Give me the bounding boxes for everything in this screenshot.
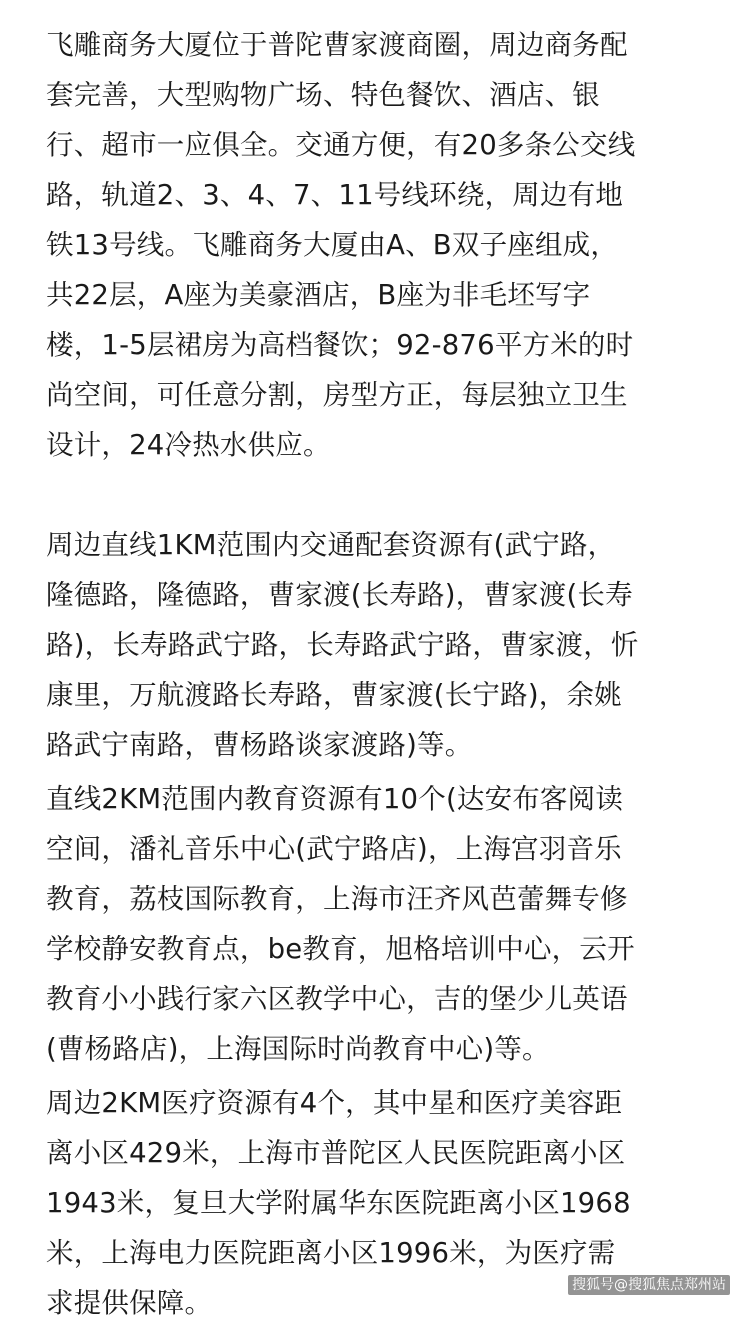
paragraph-medical-resources: 周边2KM医疗资源有4个，其中星和医疗美容距 离小区429米，上海市普陀区人民医院距离小区 1943米，复旦大学附属华东医院距离小区1968 米，上海电力医院距离小区1996米，为医疗需 求提供保障。 (46, 1087, 631, 1319)
paragraph-education-resources: 直线2KM范围内教育资源有10个(达安布客阅读 空间，潘礼音乐中心(武宁路店)，上海宫羽音乐 教育，荔枝国际教育，上海市汪齐风芭蕾舞专修 学校静安教育点，be教育，旭格培训中心，云开 教育小小践行家六区教学中心，吉的堡少儿英语 (曹杨路店)，上海国际时尚教育中心)等。 (46, 783, 635, 1065)
paragraph-building-overview: 飞雕商务大厦位于普陀曹家渡商圈，周边商务配 套完善，大型购物广场、特色餐饮、酒店、银 行、超市一应俱全。交通方便，有20多条公交线 路，轨道2、3、4、7、11号线环绕，周边有地 铁13号线。飞雕商务大厦由A、B双子座组成， 共22层，A座为美豪酒店，B座为非毛坯写字 楼，1-5层裙房为高档餐饮；92-876平方米的时 尚空间，可任意分割，房型方正，每层独立卫生 设计，24冷热水供应。 (46, 29, 636, 461)
source-watermark: 搜狐号@搜狐焦点郑州站 (568, 1275, 730, 1295)
article-body (46, 20, 706, 1328)
paragraph-transport-resources: 周边直线1KM范围内交通配套资源有(武宁路， 隆德路，隆德路，曹家渡(长寿路)，曹家渡(长寿 路)，长寿路武宁路，长寿路武宁路，曹家渡，忻 康里，万航渡路长寿路，曹家渡(长宁路)，余姚 路武宁南路，曹杨路谈家渡路)等。 (46, 529, 639, 761)
